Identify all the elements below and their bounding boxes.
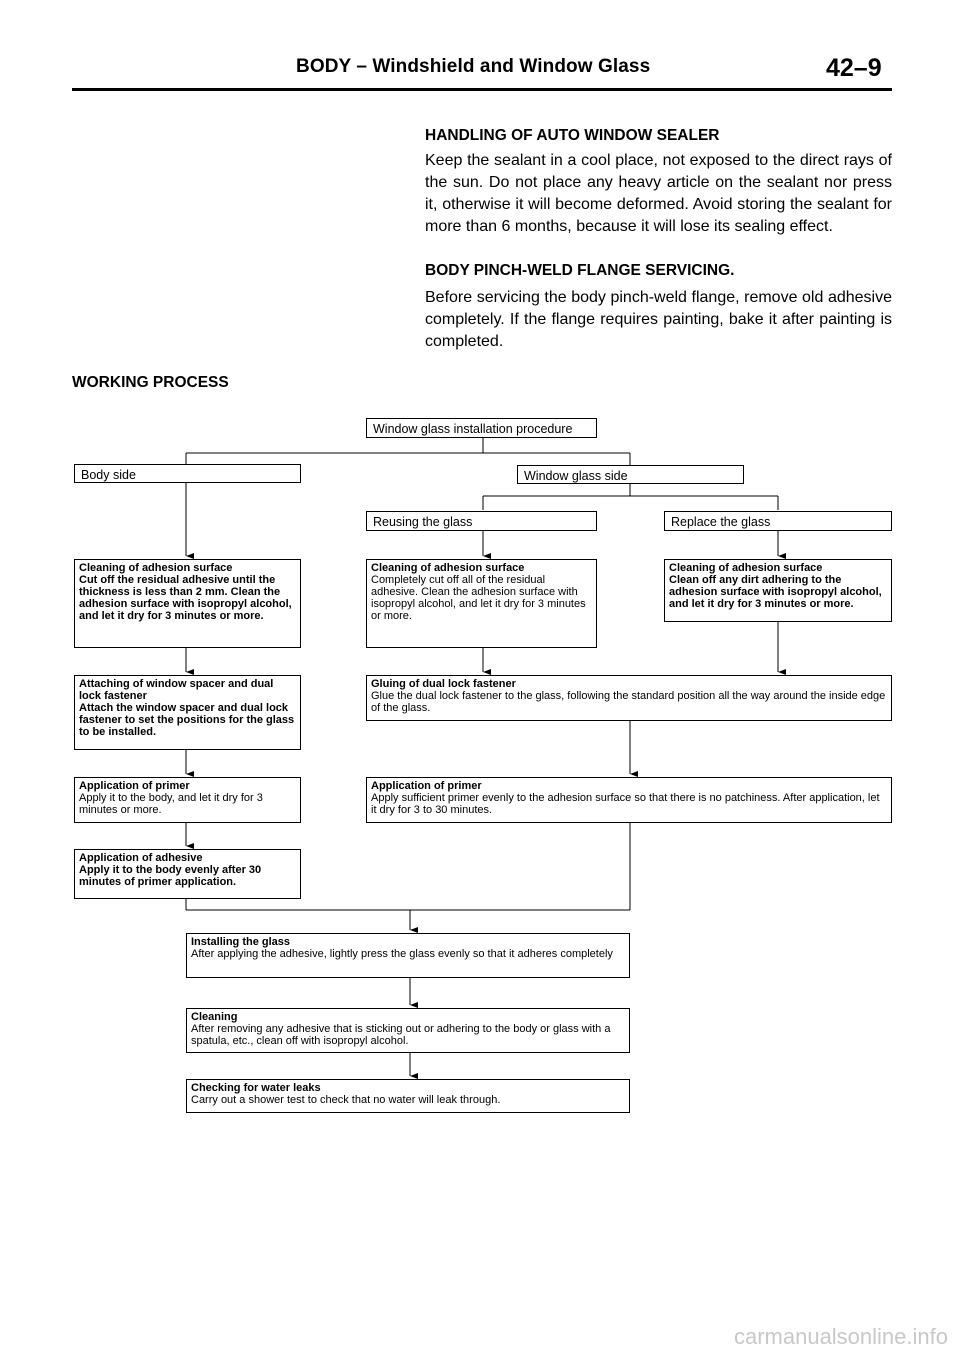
body-primer-title: Application of primer [79,780,190,792]
glass-primer-box [366,777,892,823]
working-process-heading: WORKING PROCESS [72,374,229,391]
installing-glass-title: Installing the glass [191,936,291,948]
body-primer-text: Apply it to the body, and let it dry for 3 minutes or more. [79,792,263,816]
gluing-fastener-box [366,675,892,721]
replace-cleaning-text: Clean off any dirt adhering to the adhesion surface with isopropyl alcohol, and let it dry for 3 minutes or more. [669,574,882,610]
installing-glass-box [186,933,630,978]
spacer-fastener-text: Attach the window spacer and dual lock fastener to set the positions for the glass to be installed. [79,702,295,738]
page-title: BODY – Windshield and Window Glass [296,56,651,77]
body-adhesive-title: Application of adhesive [79,852,203,864]
reuse-cleaning-text: Completely cut off all of the residual adhesive. Clean the adhesion surface with isopropyl alcohol, and let it dry for 3 minutes or more. [371,574,586,622]
gluing-fastener-title: Gluing of dual lock fastener [371,678,516,690]
replace-cleaning-title: Cleaning of adhesion surface [669,562,823,574]
cleaning-box [186,1008,630,1053]
replace-glass-box: Replace the glass [664,511,892,531]
pinchweld-paragraph: Before servicing the body pinch-weld flange, remove old adhesive completely. If the flange requires painting, bake it after painting is completed. [425,289,892,350]
glass-primer-text: Apply sufficient primer evenly to the adhesion surface so that there is no patchiness. After application, let it dry for 3 to 30 minutes. [371,792,880,816]
spacer-fastener-title: Attaching of window spacer and dual lock fastener [79,678,274,702]
spacer-fastener-box [74,675,301,750]
body-cleaning-text: Cut off the residual adhesive until the thickness is less than 2 mm. Clean the adhesion surface with isopropyl alcohol, and let it dry for 3 minutes or more. [79,574,292,622]
page-number: 42–9 [826,54,882,82]
body-primer-box [74,777,301,823]
replace-cleaning-box [664,559,892,622]
installing-glass-text: After applying the adhesive, lightly press the glass evenly so that it adheres completely [191,948,613,960]
glass-primer-title: Application of primer [371,780,482,792]
window-glass-side-box: Window glass side [517,465,744,484]
reuse-cleaning-title: Cleaning of adhesion surface [371,562,525,574]
body-adhesive-text: Apply it to the body evenly after 30 minutes of primer application. [79,864,262,888]
footer-watermark: carmanualsonline.info [733,1324,948,1349]
water-leak-check-box [186,1079,630,1113]
water-leak-check-text: Carry out a shower test to check that no water will leak through. [191,1094,501,1106]
root-procedure-box: Window glass installation procedure [366,418,597,438]
gluing-fastener-text: Glue the dual lock fastener to the glass, following the standard position all the way around the inside edge of the glass. [371,690,886,714]
sealer-paragraph: Keep the sealant in a cool place, not exposed to the direct rays of the sun. Do not place any heavy article on the sealant nor press it, otherwise it will become deformed. Avoid storing the sealant for more than 6 months, because it will lose its sealing effect. [425,152,892,235]
reuse-cleaning-box [366,559,597,648]
pinchweld-heading: BODY PINCH-WELD FLANGE SERVICING. [425,262,735,279]
body-adhesive-box [74,849,301,899]
body-side-box: Body side [74,464,301,483]
water-leak-check-title: Checking for water leaks [191,1082,321,1094]
body-cleaning-box [74,559,301,648]
cleaning-text: After removing any adhesive that is sticking out or adhering to the body or glass with a spatula, etc., clean off with isopropyl alcohol. [191,1023,611,1047]
cleaning-title: Cleaning [191,1011,238,1023]
body-cleaning-title: Cleaning of adhesion surface [79,562,233,574]
reusing-glass-box: Reusing the glass [366,511,597,531]
sealer-heading: HANDLING OF AUTO WINDOW SEALER [425,127,720,144]
